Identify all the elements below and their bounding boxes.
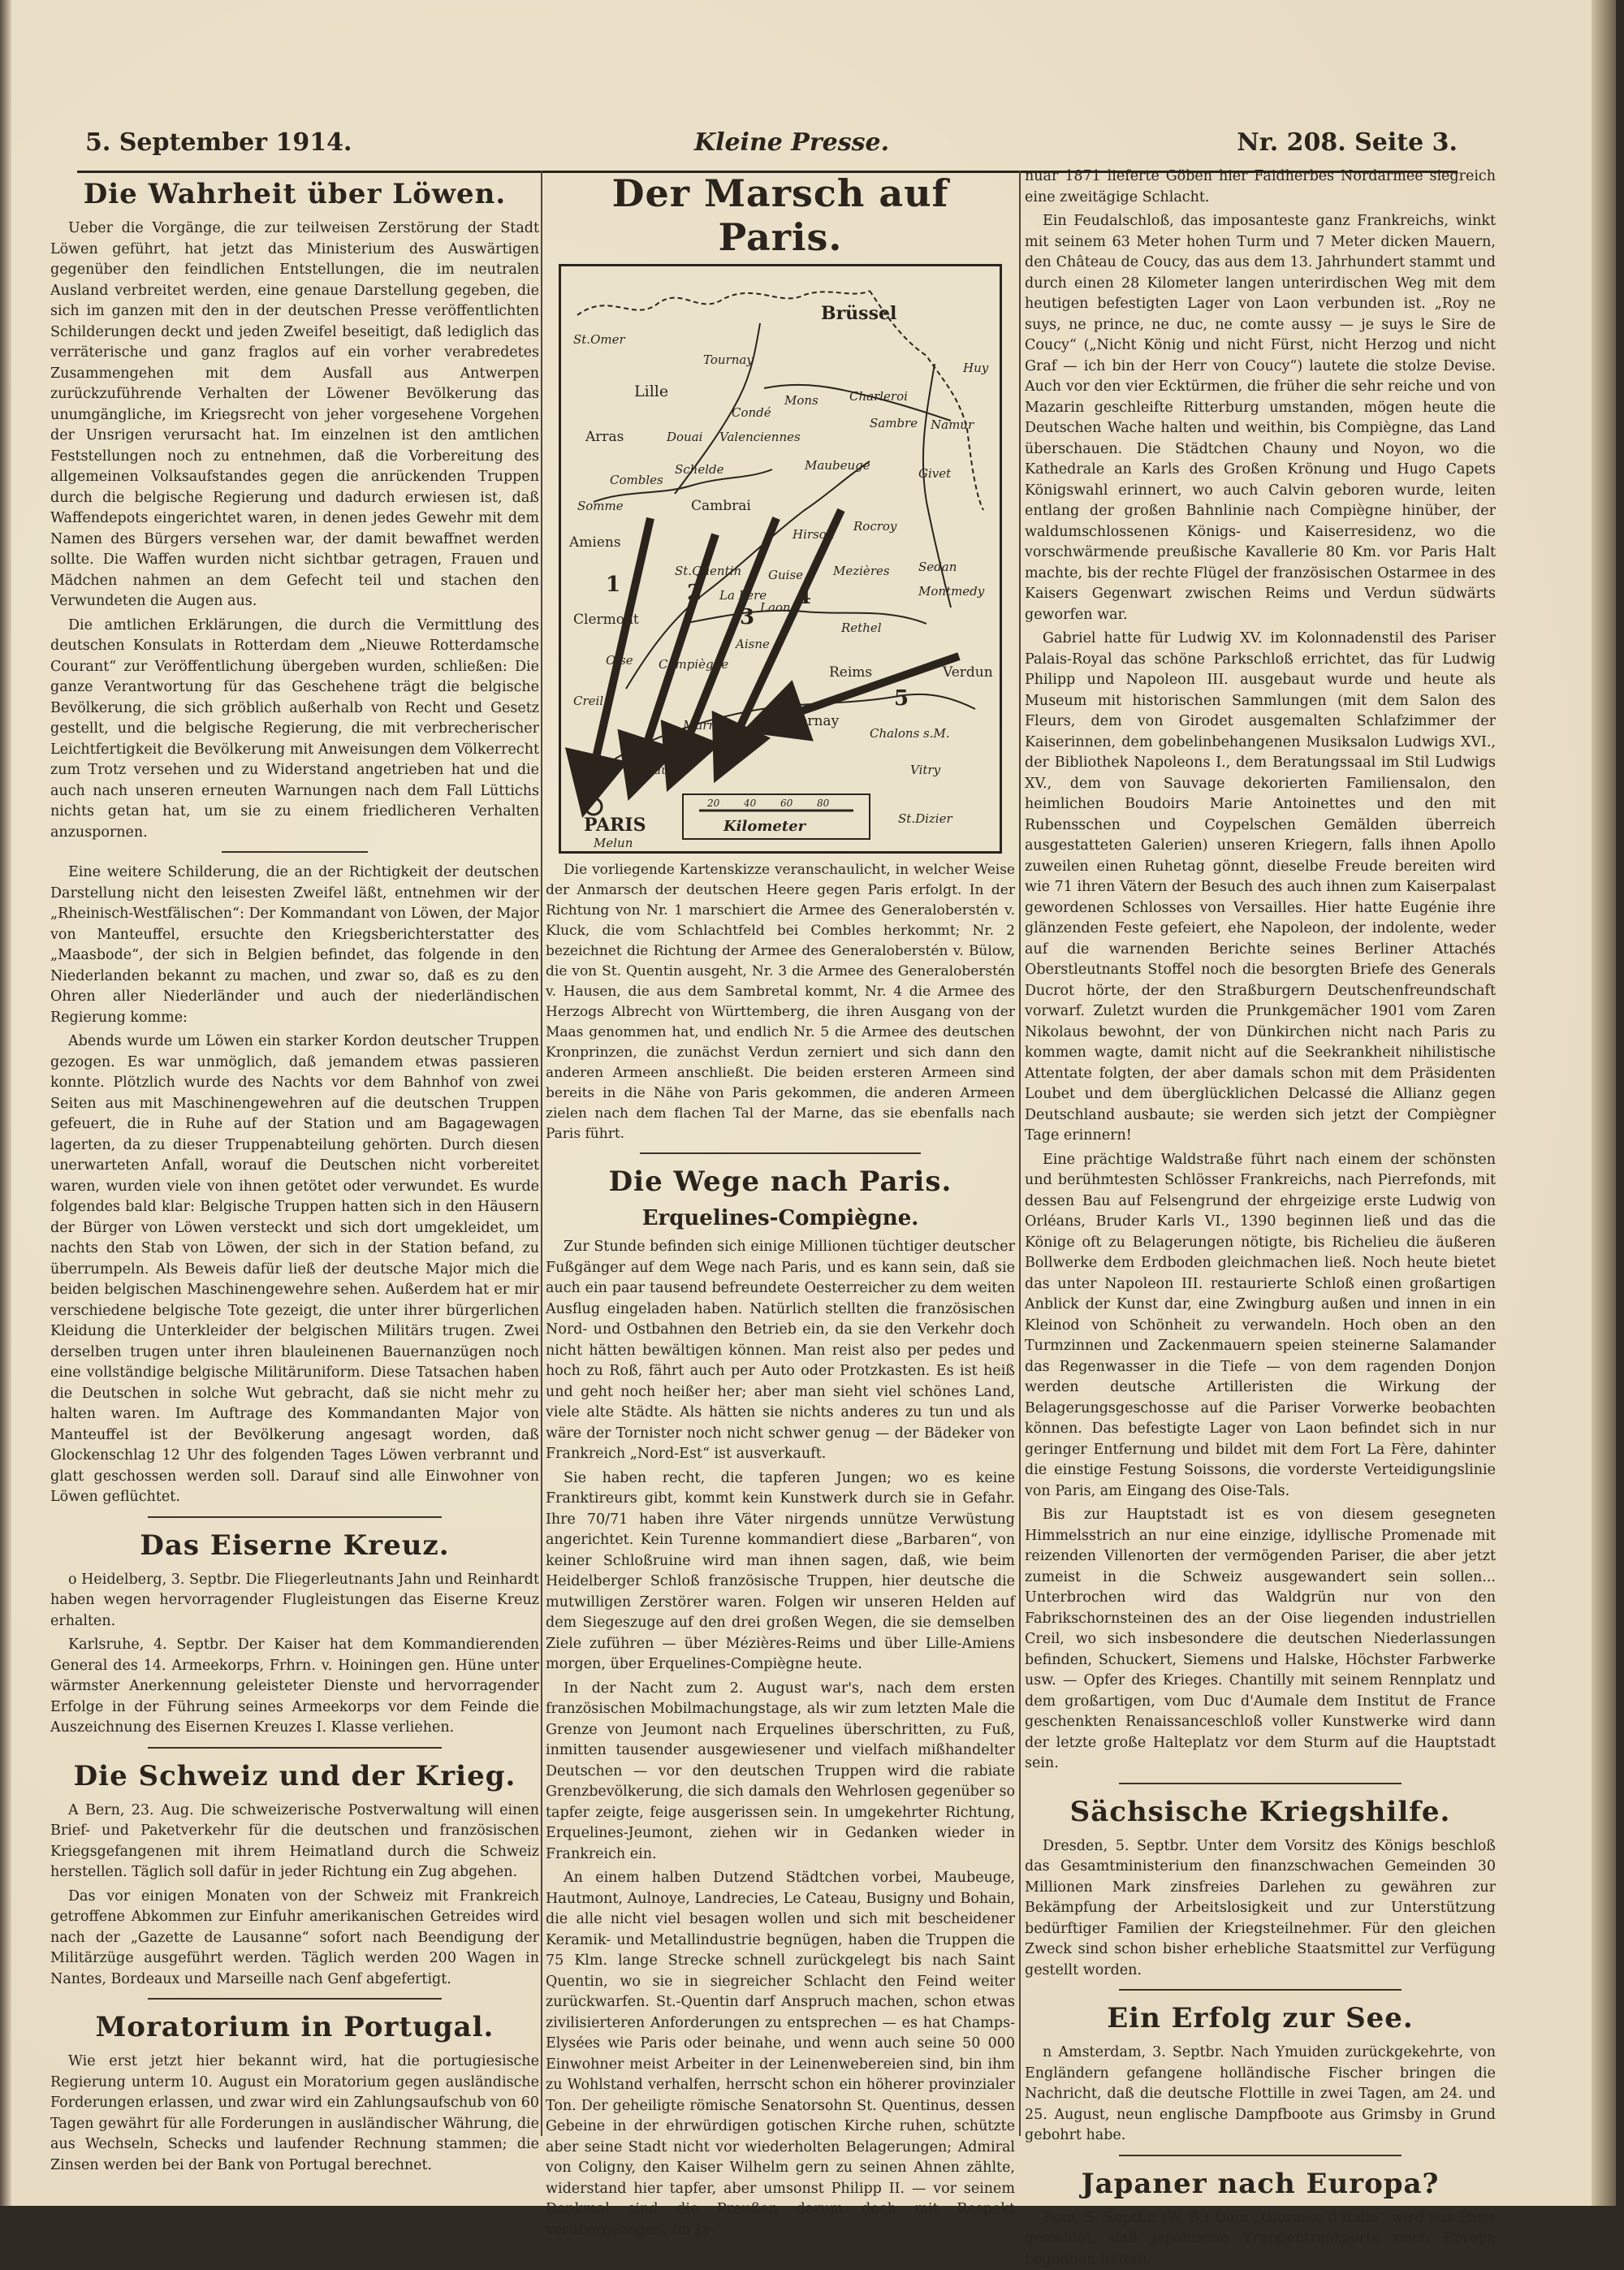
map-label: St.Dizier <box>898 811 952 826</box>
map-label: Reims <box>829 664 872 681</box>
map-scale-label: Kilometer <box>723 818 807 835</box>
column-1 <box>50 166 539 2140</box>
divider <box>1119 1783 1402 1784</box>
map-label: Meaux <box>633 763 676 777</box>
map-label: Rethel <box>840 620 882 635</box>
map-label: Givet <box>918 466 952 481</box>
header-date: 5. September 1914. <box>85 128 352 157</box>
map-scale-tick: 80 <box>817 798 830 809</box>
article-paragraph: Das vor einigen Monaten von der Schweiz mit Frankreich getroffene Abkommen zur Einfuhr amerikanischen Getreides wird nach der „Gazette de Lausanne“ sofort nach Beendigung der Militärzüge ausgeführt werden. Täglich werden 200 Wagen in Nantes, Bordeaux und Marseille nach Genf abgefertigt. <box>50 1887 539 1991</box>
page-edge-right <box>1592 0 1616 2206</box>
article-paragraph: Zur Stunde befinden sich einige Millionen tüchtiger deutscher Fußgänger auf dem Wege nach Paris, und es kann sein, daß sie auch ein paar tausend befreundete Oesterreicher zu dem weiten Ausflug eingeladen haben. Natürlich stellten die französischen Nord- und Ostbahnen den Betrieb ein, da sie den Verkehr doch nicht hätten bewältigen können. Man reist also per pedes und hoch zu Roß, fährt auch per Auto oder Protzkasten. Es ist heiß und geht noch heißer her; aber man sieht viel schönes Land, viele alte Städte. Als hätten sie nichts anderes zu tun und als wäre der Tornister noch nicht schwer genug — der Bädeker von Frankreich „Nord-Est“ ist ausverkauft. <box>546 1237 1015 1465</box>
map-label: Tournay <box>703 352 754 367</box>
map-label: Schelde <box>675 462 724 477</box>
article-paragraph: Ueber die Vorgänge, die zur teilweisen Zerstörung der Stadt Löwen geführt, hat jetzt das Ministerium des Auswärtigen gegenüber den feindlichen Entstellungen, die im neutralen Ausland verbreitet werden, eine genaue Darstellung gegeben, die sich im ganzen mit den in der deutschen Presse veröffentlichten Schilderungen deckt und jeden Zweifel beseitigt, daß lediglich das verräterische und ganz fraglos auf ein vorher verabredetes Zusammengehen mit dem Ausfall aus Antwerpen zurückzuführende Verhalten der Löwener Bevölkerung das unumgängliche, im Kriegsrecht von jeher vorgesehene Vorgehen der Unsrigen verursacht hat. Im einzelnen ist den amtlichen Feststellungen noch zu entnehmen, daß die Vorbereitung des allgemeinen Volksaufstandes gegen die anrückenden Truppen durch die belgische Regierung und dadurch erwiesen ist, daß Waffendepots eingerichtet waren, in denen jedes Gewehr mit dem Namen des Bürgers versehen war, der damit bewaffnet werden sollte. Die Waffen wurden nicht sichtbar getragen, Frauen und Mädchen nahmen an dem Gefecht teil und stachen den Verwundeten die Augen aus. <box>50 218 539 612</box>
map-label: Sedan <box>918 560 957 574</box>
map-arrow-number: 5 <box>894 686 909 711</box>
article-paragraph: A Bern, 23. Aug. Die schweizerische Postverwaltung will einen Brief- und Paketverkehr für die deutschen und französischen Kriegsgefangenen mit ihrem Heimatland durch die Schweiz herstellen. Täglich soll dafür in jeder Richtung ein Zug abgehen. <box>50 1801 539 1883</box>
article-paragraph: Dresden, 5. Septbr. Unter dem Vorsitz des Königs beschloß das Gesamtministerium den finanzschwachen Gemeinden 30 Millionen Mark zinsfreies Darlehen zu gewähren zur Bekämpfung der Arbeitslosigkeit und zur Unterstützung bedürftiger Familien der Kriegsteilnehmer. Für den gleichen Zweck sind schon bisher erhebliche Staatsmittel zur Verfügung gestellt worden. <box>1025 1836 1496 1982</box>
article-title: Sächsische Kriegshilfe. <box>1025 1796 1496 1828</box>
article-paragraph: In der Nacht zum 2. August war's, nach dem ersten französischen Mobilmachungstage, als wir zum letzten Male die Grenze von Jeumont nach Erquelines überschritten, zu Fuß, inmitten tausender ausgewiesener und vielfach mißhandelter Deutschen — vor den deutschen Truppen wird die rabiate Grenzbevölkerung, die sich damals den Wehrlosen gegenüber so tapfer zeigte, feige ausgerissen sein. In umgekehrter Richtung, Erquelines-Jeumont, ziehen wir in Gedanken wieder in Frankreich ein. <box>546 1679 1015 1866</box>
article-title: Die Wahrheit über Löwen. <box>50 178 539 210</box>
map-label: Marne <box>682 718 723 733</box>
divider <box>148 1998 441 2000</box>
map-arrow-number: 1 <box>606 573 620 597</box>
divider <box>148 1516 441 1518</box>
map-label: Mons <box>784 393 818 408</box>
map-label: Aisne <box>734 637 770 651</box>
article-paragraph: An einem halben Dutzend Städtchen vorbei, Maubeuge, Hautmont, Aulnoye, Landrecies, Le Cateau, Busigny und Bohain, die alle nicht viel besagen wollen und sich mit bescheidener Keramik- und Metallindustrie begnügen, haben die Truppen die 75 Klm. lange Strecke schnell zurückgelegt bis nach Saint Quentin, wo sie in siegreicher Schlacht den Feind weiter zurückwarfen. St.-Quentin darf Anspruch machen, schon etwas zivilisierteren Anforderungen zu entsprechen — es hat Champs-Elysées wie Paris oder beinahe, und wenn auch seine 50 000 Einwohner meist Arbeiter in der Leinenwebereien sind, bin ihm zu Wohlstand verhalfen, herrscht schon ein höherer provinzialer Ton. Der geheiligte römische Senatorsohn St. Quentinus, dessen Gebeine in der ehrwürdigen gotischen Kirche ruhen, schützte aber seine Stadt nicht vor wiederholten Belagerungen; Admiral von Coligny, den Kaiser Wilhelm gern zu seinen Ahnen zählte, widerstand hier tapfer, aber umsonst Philipp II. — vor seinem Denkmal sind die Preußen darum doch mit Respekt vorübergezogen. Im Ja- <box>546 1868 1015 2241</box>
article-title: Japaner nach Europa? <box>1025 2168 1496 2200</box>
map-label: Mezières <box>832 564 890 578</box>
map-label: Douai <box>666 430 703 444</box>
column-rule <box>1019 171 1021 2136</box>
map-label: Creil <box>573 694 603 708</box>
map-label: Compiègne <box>659 657 728 672</box>
map-label: Lille <box>634 383 668 400</box>
map-label: Chalons s.M. <box>870 726 950 741</box>
map-label: La Fère <box>719 588 767 603</box>
article-paragraph: Rom, 5. Septbr. (W. B.) Dem „Giornale d'Italia“ wird aus Paris gemeldet, daß japanische Truppentransporte nach Europa begonnen hätten. <box>1025 2208 1496 2270</box>
map-label: Montmedy <box>918 584 985 599</box>
divider <box>1119 2155 1402 2156</box>
article-paragraph: Eine weitere Schilderung, die an der Richtigkeit der deutschen Darstellung nicht den leisesten Zweifel läßt, entnehmen wir der „Rheinisch-Westfälischen“: Der Kommandant von Löwen, der Major von Manteuffel, ersuchte den Kriegsberichterstatter des „Maasbode“, der sich in Belgien befindet, das folgende in den Niederlanden bekannt zu machen, und zwar so, daß es zu den Ohren aller Niederländer und auch der niederländischen Regierung komme: <box>50 863 539 1028</box>
map-arrow-number: 2 <box>687 581 702 605</box>
map-label: Combles <box>610 473 663 487</box>
divider <box>148 1747 441 1749</box>
article-paragraph: o Heidelberg, 3. Septbr. Die Fliegerleutnants Jahn und Reinhardt haben wegen hervorragender Flugleistungen das Eiserne Kreuz erhalten. <box>50 1570 539 1632</box>
map-arrow-number: 4 <box>797 585 811 609</box>
article-title: Die Wege nach Paris. <box>546 1165 1015 1198</box>
map-scale-tick: 40 <box>743 798 757 809</box>
header-issue-page: Nr. 208. Seite 3. <box>1237 128 1458 157</box>
map-label: Epernay <box>780 713 840 729</box>
article-title: Moratorium in Portugal. <box>50 2011 539 2043</box>
map-title: Der Marsch auf Paris. <box>546 171 1015 259</box>
map-sketch <box>559 264 1002 854</box>
page-edge-left <box>0 0 11 2206</box>
map-scale-tick: 20 <box>706 798 720 809</box>
map-label: Cambrai <box>691 498 751 514</box>
map-label: Amiens <box>568 534 621 551</box>
article-paragraph: Sie haben recht, die tapferen Jungen; wo es keine Franktireurs gibt, kommt kein Kunstwerk durch sie in Gefahr. Ihre 70/71 haben ihre Väter nirgends unnütze Verwüstung angerichtet. Kein Turenne kommandiert diese „Barbaren“, von keiner Schloßruine wird man ihnen sagen, daß, wie beim Heidelberger Schloß französische Truppen, hier deutsche die mutwilligen Zerstörer waren. Folgen wir unseren Helden auf dem Siegeszuge auf den drei großen Wegen, die sie demselben Ziele zuführen — über Mézières-Reims und über Lille-Amiens morgen, über Erquelines-Compiègne heute. <box>546 1468 1015 1675</box>
header-paper-name: Kleine Presse. <box>694 128 889 157</box>
column-rule <box>541 171 542 2136</box>
article-paragraph: Karlsruhe, 4. Septbr. Der Kaiser hat dem Kommandierenden General des 14. Armeekorps, Frhrn. v. Hoiningen gen. Hüne unter wärmster Anerkennung geleisteter Dienste und hervorragender Erfolge in der Führung seines Armeekorps vor dem Feinde die Auszeichnung des Eisernen Kreuzes I. Klasse verliehen. <box>50 1635 539 1739</box>
map-label: PARIS <box>584 815 646 836</box>
article-paragraph: Abends wurde um Löwen ein starker Kordon deutscher Truppen gezogen. Es war unmöglich, daß jemandem etwas passieren konnte. Plötzlich wurde des Nachts vor dem Bahnhof von zwei Seiten aus mit Maschinengewehren auf die deutschen Truppen gefeuert, die in Ruhe auf der Station und am Bagagewagen lagerten, da zu dieser Truppenabteilung gehörten. Durch diesen unerwarteten Anfall, worauf die Deutschen nicht vorbereitet waren, wurden viele von ihnen getötet oder verwundet. Es wurde folgendes bald klar: Belgische Truppen hatten sich in den Häusern der Bürger von Löwen versteckt und sich dort umgekleidet, um nachts den Stab von Löwen, der sich in der Station befand, zu überrumpeln. Als Beweis dafür ließ der deutsche Major mich die beiden belgischen Maschinengewehre sehen. Außerdem hat er mir verschiedene belgische Tote gezeigt, die unter ihrer bürgerlichen Kleidung die Unterkleider der belgischen Militärs trugen. Zwei derselben trugen unter ihren blauleinenen Bauernanzügen noch eine vollständige belgische Militäruniform. Diese Tatsachen haben die Deutschen in solche Wut gebracht, daß sie nicht mehr zu halten waren. Im Auftrage des Kommandanten Major von Manteuffel ist der Bevölkerung angesagt worden, daß Glockenschlag 12 Uhr des folgenden Tages Löwen verbrannt und glatt geschossen werden soll. Darauf sind alle Einwohner von Löwen geflüchtet. <box>50 1031 539 1508</box>
map-label: Huy <box>962 361 989 375</box>
map-label: Rocroy <box>853 519 897 534</box>
article-title: Das Eiserne Kreuz. <box>50 1529 539 1562</box>
map-paris-marker <box>585 798 602 815</box>
map-label: Laon <box>759 600 791 615</box>
map-label: Maubeuge <box>804 458 870 473</box>
map-label: Somme <box>577 499 624 513</box>
article-title: Die Schweiz und der Krieg. <box>50 1760 539 1792</box>
map-label: Hirson <box>792 527 834 542</box>
column-3 <box>1025 166 1496 2140</box>
map-label: St.Quentin <box>675 564 741 578</box>
map-label: Oise <box>606 653 633 668</box>
column-2 <box>546 166 1015 2140</box>
divider <box>222 851 369 853</box>
map-scale-tick: 60 <box>780 798 793 809</box>
map-river-aisne <box>683 611 926 624</box>
divider <box>640 1152 922 1154</box>
article-paragraph: Eine prächtige Waldstraße führt nach einem der schönsten und berühmtesten Schlösser Frankreichs, nach Pierrefonds, mit dessen Bau auf Felsengrund der ehrgeizige erste Ludwig von Orléans, Bruder Karls VI., 1390 beginnen ließ und das die Könige oft zu Belagerungen nötigte, bis Richelieu die äußeren Bollwerke dem Erdboden gleichmachen ließ. Noch heute bietet das unter Napoleon III. restaurierte Schloß einen großartigen Anblick der Kunst dar, eine Zwingburg außen und innen in ein Kleinod von Schönheit zu verwandeln. Hoch oben an den Turmzinnen und Zackenmauern speien steinerne Salamander das Regenwasser in die Tiefe — von dem ragenden Donjon werden deutsche Artilleristen die Wirkung der Belagerungsgeschosse auf die Pariser Vorwerke beobachten können. Das befestigte Lager von Laon befindet sich in nur geringer Entfernung und bildet mit dem Fort La Fère, dahinter die einstige Festung Soissons, die vorderste Verteidigungslinie von Paris, am Eingang des Oise-Tals. <box>1025 1150 1496 1503</box>
map-label: Namur <box>930 417 974 432</box>
article-title: Ein Erfolg zur See. <box>1025 2002 1496 2034</box>
map-arrow-number: 3 <box>740 605 754 629</box>
map-label: Vitry <box>910 763 941 777</box>
article-paragraph: Die amtlichen Erklärungen, die durch die Vermittlung des deutschen Konsulats in Rotterdam dem „Nieuwe Rotterdamsche Courant“ zur Veröffentlichung übergeben wurden, schließen: Die ganze Verantwortung für das Geschehene trägt die belgische Bevölkerung, die sich gröblich außerhalb von Recht und Gesetz gestellt, und die belgische Regierung, die mit verbrecherischer Leichtfertigkeit die Bevölkerung mit Anweisungen dem Völkerrecht zum Trotz versehen und zu Widerstand angetrieben hat und die auch nach unseren erneuten Warnungen nach dem Fall Lüttichs nichts getan hat, um sie zu einem friedlicheren Verhalten anzuspornen. <box>50 616 539 844</box>
map-label: Verdun <box>942 664 993 681</box>
map-label: Guise <box>768 568 803 582</box>
article-subtitle: Erquelines-Compiègne. <box>546 1206 1015 1230</box>
article-paragraph: n Amsterdam, 3. Septbr. Nach Ymuiden zurückgekehrte, von Engländern gefangene holländische Fischer bringen die Nachricht, daß die deutsche Flottille in zwei Tagen, am 24. und 25. August, neun englische Dampfboote aus Grimsby in Grund gebohrt habe. <box>1025 2043 1496 2147</box>
article-paragraph: Wie erst jetzt hier bekannt wird, hat die portugiesische Regierung unterm 10. August ein Moratorium gegen ausländische Forderungen erlassen, und zwar wird ein Zahlungsaufschub von 60 Tagen gewährt für alle Forderungen in ausländischer Währung, die aus Wechseln, Schecks und laufender Rechnung stammen; die Zinsen werden bei der Bank von Portugal berechnet. <box>50 2052 539 2176</box>
map-label: Sambre <box>870 416 918 430</box>
map-label: St.Omer <box>573 332 625 347</box>
article-paragraph: Bis zur Hauptstadt ist es von diesem gesegneten Himmelsstrich an nur eine einzige, idyllische Promenade mit reizenden Villenorten der vermögenden Pariser, die aber jetzt zumeist in die Schweiz ausgewandert sein sollen... Unterbrochen wird das Waldgrün nur von den Fabrikschornsteinen des an der Oise liegenden industriellen Creil, wo sich insbesondere die deutschen Niederlassungen befinden, Schuckert, Siemens und Halske, Höchster Farbwerke usw. — Opfer des Krieges. Chantilly mit seinem Rennplatz und dem großartigen, vom Duc d'Aumale dem Institut de France geschenkten Renaissanceschloß voller Kunstwerke wird dann der letzte große Halteplatz vor dem Sturm auf die Hauptstadt sein. <box>1025 1505 1496 1775</box>
article-paragraph: nuar 1871 lieferte Göben hier Faidherbes Nordarmee siegreich eine zweitägige Schlacht. <box>1025 166 1496 208</box>
article-paragraph: Gabriel hatte für Ludwig XV. im Kolonnadenstil des Pariser Palais-Royal das schöne Parkschloß errichtet, das für Ludwig Philipp und Napoleon III. ausgebaut wurde und heute als Museum mit historischen Sammlungen (mit dem Salon des Fleurs, dem von Girodet ausgemalten Schlafzimmer der Kaiserinnen, dem gobelinbehangenen Musiksalon Ludwigs XVI., der Bibliothek Napoleons I., dem Beratungssaal im Stil Ludwigs XV., dem von Sauvage dekorierten Familiensalon, den heimlichen Boudoirs Marie Antoinettes und den mit Rubensschen und Coypelschen Gemälden überreich ausgestatteten Galerien) unseren Kriegern, falls ihnen Apollo zuweilen einen Ruhetag gönnt, dieselbe Freude bereiten wird wie 71 ihren Vätern der Besuch des auch ihnen zum Kaiserpalast gewordenen Schlosses von Versailles. Hier hatte Eugénie ihre glänzenden Feste gefeiert, ehe Napoleon, der indolente, weder auf die warnenden Berichte seines Berliner Attachés Oberstleutnants Stoffel noch die besorgten Briefe des Generals Ducrot hörte, der den Straßburgern Deutschenfreundschaft vorwarf. Zuletzt wurden die Prunkgemächer 1901 vom Zaren Nikolaus bewohnt, der von Dünkirchen nicht nach Paris zu kommen wagte, damit nicht auf die Seekrankheit nihilistische Attentate folgten, der aber damals schon mit dem Präsidenten Loubet und dem überglücklichen Delcassé die Allianz gegen Deutschland ausbaute; sie werden sich jetzt der Compiègner Tage erinnern! <box>1025 629 1496 1147</box>
map-label: Melun <box>593 836 633 850</box>
page-header <box>77 122 1458 173</box>
divider <box>1119 1989 1402 1991</box>
map-caption: Die vorliegende Kartenskizze veranschaulicht, in welcher Weise der Anmarsch der deutschen Heere gegen Paris erfolgt. In der Richtung von Nr. 1 marschiert die Armee des Generaloberstén v. Kluck, die vom Schlachtfeld bei Combles herkommt; Nr. 2 bezeichnet die Richtung der Armee des Generaloberstén v. Bülow, die von St. Quentin ausgeht, Nr. 3 die Armee des Generaloberstén v. Hausen, die aus dem Sambretal kommt, Nr. 4 die Armee des Herzogs Albrecht von Württemberg, die ihren Ausgang von der Maas genommen hat, und endlich Nr. 5 die Armee des deutschen Kronprinzen, die zunächst Verdun zerniert und sich dann den anderen Armeen anschließt. Die beiden ersteren Armeen sind bereits in die Nähe von Paris gekommen, die anderen Armeen zielen nach dem flachen Tal der Marne, das sie ebenfalls nach Paris führt. <box>546 860 1015 1144</box>
map-label: Clermont <box>573 612 639 628</box>
map-label: Valenciennes <box>719 430 801 444</box>
map-label: Charleroi <box>849 389 908 404</box>
map-label: Condé <box>732 405 771 420</box>
map-label: Arras <box>585 429 624 445</box>
map-label: Brüssel <box>821 303 896 324</box>
map-svg <box>561 266 1000 851</box>
article-paragraph: Ein Feudalschloß, das imposanteste ganz Frankreichs, winkt mit seinem 63 Meter hohen Turm und 7 Meter dicken Mauern, den Château de Coucy, das aus dem 13. Jahrhundert stammt und durch einen 28 Kilometer langen unterirdischen Weg mit dem heutigen befestigten Lager von Laon verbunden ist. „Roy ne suys, ne prince, ne duc, ne comte aussy — je suys le Sire de Coucy“ („Nicht König und nicht Fürst, nicht Herzog und nicht Graf — ich bin der Herr von Coucy“) lautete die stolze Devise. Auch vor den vier Ecktürmen, die früher die sehr reiche und von Mazarin geschleifte Ritterburg umstanden, mögen heute die Deutschen Wache halten und weithin, bis Compiègne, das Land überschauen. Die Städtchen Chauny und Noyon, wo die Kathedrale an Karls des Großen Krönung und Hugo Capets Königswahl erinnert, wo auch Calvin geboren wurde, leiten entlang der großen Bahnlinie nach Compiègne hinüber, der waldumschlossenen Königs- und Kaiserresidenz, wo die vorschwärmende preußische Kavallerie 80 Km. vor Paris Halt machte, bis der rechte Flügel der französischen Ostarmee in des Kaisers Gegenwart zwischen Reims und Verdun südwärts geworfen war. <box>1025 211 1496 625</box>
